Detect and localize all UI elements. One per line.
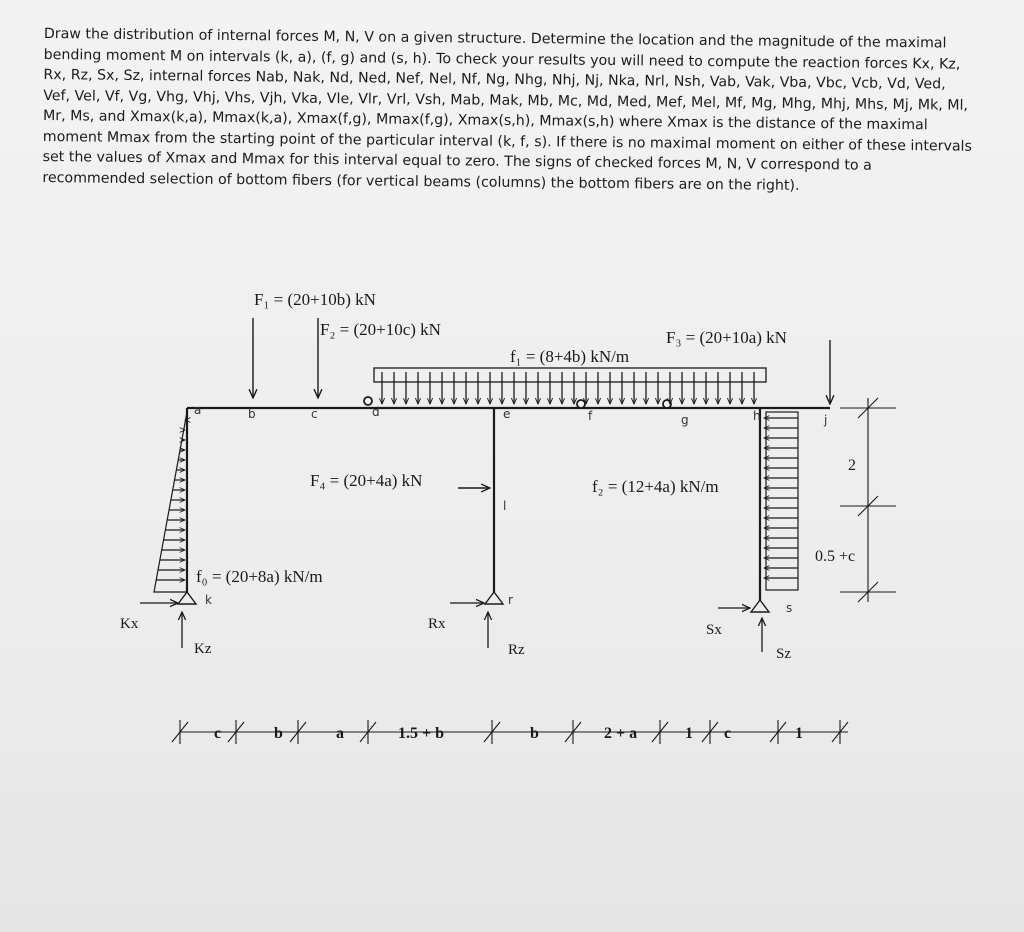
problem-statement: Draw the distribution of internal forces M, N, V on a given structure. Determine the location and the magnitude of the maximal bending moment M on intervals (k, a), (f, g) and (s, h). To check your results you will need to compute the reaction forces Kx, Kz, Rx, Rz, Sx, Sz, internal forces Nab, Nak, Nd, Ned, Nef, Nel, Nf, Ng, Nhg, Nhj, Nj, Nka, Nrl, Nsh, Vab, Vak, Vba, Vbc, Vcb, Vd, Ved, Vef, Vel, Vf, Vg, Vhg, Vhj, Vhs, Vjh, Vka, Vle, Vlr, Vrl, Vsh, Mab, Mak, Mb, Mc, Md, Med, Mef, Mel, Mf, Mg, Mhg, Mhj, Mhs, Mj, Mk, Ml, Mr, Ms, and Xmax(k,a), Mmax(k,a), Xmax(f,g), Mmax(f,g), Xmax(s,h), Mmax(s,h) where Xmax is the distance of the maximal moment Mmax from the starting point of the particular interval (k, f, s). If there is no maximal moment on either of these intervals set the values of Xmax and Mmax for this interval equal to zero. The signs of checked forces M, N, V correspond to a recommended selection of bottom fibers (for vertical beams (columns) the bottom fibers are on the right). (42, 25, 973, 194)
label-F3: F₃ = (20+10a) kN (666, 328, 787, 347)
supports (178, 592, 769, 612)
support-r (485, 592, 503, 604)
vertical-dimension-labels (815, 457, 856, 565)
node-a: a (194, 403, 202, 417)
dim-v-1: 0.5 +c (815, 548, 856, 565)
dim-h-2: a (336, 725, 344, 742)
dim-v-0: 2 (848, 457, 856, 474)
vertical-dimensions (840, 398, 896, 602)
support-s (751, 600, 769, 612)
label-Rz: Rz (508, 642, 525, 658)
node-k: k (205, 593, 212, 607)
dim-h-6: 1 (685, 725, 693, 742)
node-c: c (311, 407, 318, 421)
hinges (364, 397, 671, 408)
label-F4: F₄ = (20+4a) kN (310, 471, 423, 490)
label-Rx: Rx (428, 616, 446, 632)
label-Sz: Sz (776, 646, 791, 662)
load-f0 (154, 412, 187, 592)
label-F1: F₁ = (20+10b) kN (254, 290, 376, 309)
label-Kx: Kx (120, 616, 139, 632)
node-b: b (248, 407, 256, 421)
horizontal-dimension-labels (214, 725, 803, 742)
node-r: r (508, 593, 513, 607)
load-f1 (374, 368, 766, 404)
label-f2: f₂ = (12+4a) kN/m (592, 477, 719, 496)
dim-h-7: c (724, 725, 732, 742)
node-s: s (786, 601, 793, 615)
dim-h-8: 1 (795, 725, 803, 742)
node-l: l (503, 499, 507, 513)
node-g: g (681, 413, 689, 427)
reaction-arrows (140, 603, 762, 652)
node-e: e (503, 407, 511, 421)
node-f: f (588, 409, 593, 423)
load-f2 (764, 412, 798, 590)
label-f1: f₁ = (8+4b) kN/m (510, 347, 630, 366)
node-h: h (753, 409, 761, 423)
label-Sx: Sx (706, 622, 722, 638)
reaction-labels (120, 616, 791, 662)
hinge-d (364, 397, 372, 405)
label-F2: F₂ = (20+10c) kN (320, 320, 441, 339)
label-Kz: Kz (194, 641, 212, 657)
node-d: d (372, 405, 380, 419)
dim-h-4: b (530, 725, 539, 742)
dim-h-1: b (274, 725, 283, 742)
dim-h-0: c (214, 725, 222, 742)
node-j: j (824, 413, 828, 427)
support-k (178, 592, 196, 604)
dim-h-5: 2 + a (604, 725, 638, 742)
label-f0: f₀ = (20+8a) kN/m (196, 567, 323, 586)
dim-h-3: 1.5 + b (398, 725, 445, 742)
load-labels (196, 290, 787, 586)
hinge-f (577, 400, 585, 408)
